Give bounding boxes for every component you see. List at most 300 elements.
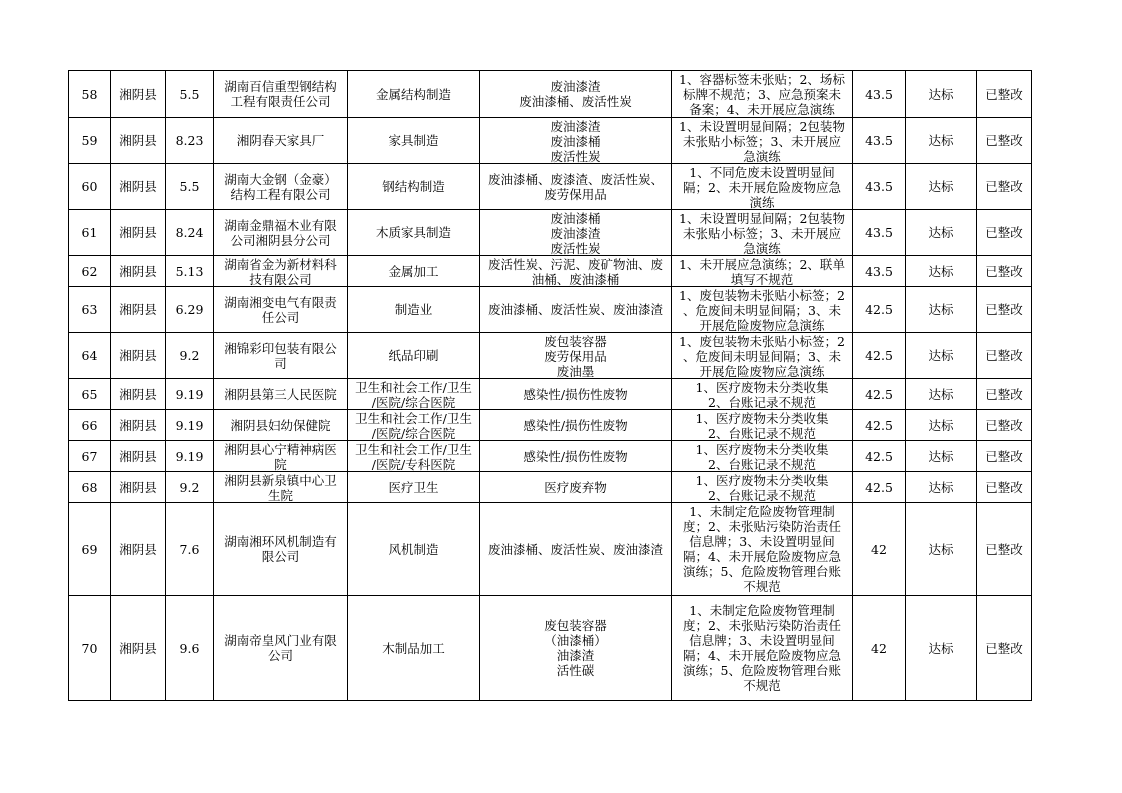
status-cell <box>977 441 1032 472</box>
cell-text: 湘阴县 <box>119 225 157 240</box>
table-row <box>69 210 1032 256</box>
cell-line: 填写不规范 <box>730 271 794 286</box>
waste-type-cell <box>480 210 672 256</box>
waste-type-cell <box>480 441 672 472</box>
cell-text: 已整改 <box>985 179 1023 194</box>
result-cell <box>906 379 977 410</box>
result-cell <box>906 441 977 472</box>
cell-text: 湘阴县 <box>119 263 157 279</box>
score-b-cell <box>853 503 906 596</box>
industry-cell <box>348 503 480 596</box>
cell-line: 金属结构制造 <box>375 86 451 102</box>
cell-text: 5.5 <box>179 86 200 102</box>
cell-text: 8.24 <box>175 225 204 240</box>
score-a-cell <box>166 118 214 164</box>
cell-text: 达标 <box>928 479 954 495</box>
waste-inspection-table <box>68 70 1032 701</box>
row-number <box>69 71 111 118</box>
cell-text: 43.5 <box>865 86 893 102</box>
score-a-cell <box>166 379 214 410</box>
county-cell <box>111 596 166 701</box>
cell-line: 感染性/损伤性废物 <box>523 417 628 433</box>
cell-line: 木制品加工 <box>382 640 445 656</box>
score-b-cell <box>853 71 906 118</box>
score-a-cell <box>166 503 214 596</box>
status-cell <box>977 503 1032 596</box>
cell-line: /医院/专科医院 <box>371 456 456 471</box>
company-cell <box>214 333 348 379</box>
cell-line: 湖南百信重型钢结构 <box>224 79 337 94</box>
issues-cell <box>672 210 853 256</box>
cell-line: 演练；5、危险废物管理台账 <box>683 564 841 579</box>
cell-line: 废劳保用品 <box>544 348 607 364</box>
waste-type-cell <box>480 333 672 379</box>
cell-text: 9.6 <box>179 640 200 656</box>
cell-text: 已整改 <box>985 417 1023 433</box>
cell-line: 1、废包装物未张贴小标签；2 <box>679 333 845 349</box>
status-cell <box>977 596 1032 701</box>
cell-text: 已整改 <box>985 302 1023 317</box>
cell-line: 演练；5、危险废物管理台账 <box>683 663 841 678</box>
table-row <box>69 410 1032 441</box>
cell-line: 司 <box>274 355 287 371</box>
cell-text: 湘阴县 <box>119 86 157 102</box>
cell-line: 1、医疗废物未分类收集 <box>695 441 829 457</box>
cell-text: 5.5 <box>179 179 200 194</box>
cell-line: 1、未制定危险废物管理制 <box>689 603 835 618</box>
status-cell <box>977 379 1032 410</box>
cell-line: /医院/综合医院 <box>371 425 456 440</box>
table-row <box>69 441 1032 472</box>
cell-line: 生院 <box>267 487 293 502</box>
cell-text: 湘阴县 <box>119 133 157 148</box>
status-cell <box>977 118 1032 164</box>
cell-line: 木质家具制造 <box>375 225 451 240</box>
cell-line: 信息牌；3、未设置明显间 <box>689 534 835 549</box>
cell-line: 湖南省金为新材料科 <box>224 256 337 272</box>
cell-line: 2、台账记录不规范 <box>708 487 816 502</box>
cell-text: 湘阴县 <box>119 302 157 317</box>
result-cell <box>906 503 977 596</box>
company-cell <box>214 410 348 441</box>
cell-text: 已整改 <box>985 448 1023 464</box>
industry-cell <box>348 287 480 333</box>
cell-line: 金属加工 <box>388 263 439 279</box>
cell-text: 湘阴县 <box>119 640 157 656</box>
cell-line: 废包装容器 <box>544 333 607 349</box>
score-b-cell <box>853 287 906 333</box>
cell-line: 急演练 <box>743 240 781 255</box>
cell-text: 9.2 <box>179 479 200 495</box>
waste-type-cell <box>480 256 672 287</box>
status-cell <box>977 287 1032 333</box>
cell-line: 废油漆桶、废活性炭、废油漆渣 <box>487 541 663 557</box>
cell-text: 42.5 <box>865 417 893 433</box>
row-number <box>69 210 111 256</box>
table-row <box>69 472 1032 503</box>
cell-text: 70 <box>81 640 98 656</box>
cell-text: 达标 <box>928 386 954 402</box>
cell-text: 已整改 <box>985 640 1023 656</box>
status-cell <box>977 410 1032 441</box>
waste-type-cell <box>480 472 672 503</box>
cell-text: 达标 <box>928 179 954 194</box>
cell-line: 公司 <box>267 648 293 663</box>
county-cell <box>111 503 166 596</box>
cell-line: 公司湘阴县分公司 <box>230 232 331 248</box>
cell-line: 1、容器标签未张贴；2、场标 <box>679 71 845 87</box>
cell-line: 风机制造 <box>388 541 439 557</box>
cell-text: 已整改 <box>985 541 1023 557</box>
score-a-cell <box>166 164 214 210</box>
cell-line: 废活性炭、污泥、废矿物油、废 <box>487 256 663 272</box>
company-cell <box>214 472 348 503</box>
issues-cell <box>672 287 853 333</box>
cell-line: 未张贴小标签；3、未开展应 <box>683 133 841 149</box>
cell-text: 67 <box>81 448 98 464</box>
result-cell <box>906 256 977 287</box>
cell-line: 隔；2、未开展危险废物应急 <box>683 179 841 195</box>
result-cell <box>906 333 977 379</box>
cell-text: 湘阴县 <box>119 541 157 557</box>
status-cell <box>977 472 1032 503</box>
cell-line: 活性碳 <box>556 663 595 678</box>
cell-text: 42 <box>871 541 887 557</box>
cell-line: 废劳保用品 <box>544 186 607 202</box>
cell-line: 1、医疗废物未分类收集 <box>695 472 829 488</box>
result-cell <box>906 71 977 118</box>
cell-line: 废油漆桶、废活性炭、废油漆渣 <box>487 302 663 317</box>
cell-text: 湘阴县 <box>119 386 157 402</box>
score-a-cell <box>166 256 214 287</box>
cell-line: 1、未设置明显间隔；2包装物 <box>679 210 845 226</box>
row-number <box>69 287 111 333</box>
company-cell <box>214 210 348 256</box>
row-number <box>69 118 111 164</box>
cell-line: 未张贴小标签；3、未开展应 <box>683 225 841 241</box>
waste-type-cell <box>480 287 672 333</box>
cell-line: 湖南湘变电气有限责 <box>224 294 337 310</box>
status-cell <box>977 210 1032 256</box>
status-cell <box>977 333 1032 379</box>
cell-text: 60 <box>81 179 98 194</box>
company-cell <box>214 71 348 118</box>
cell-text: 9.19 <box>175 417 204 433</box>
cell-line: 废油漆桶 <box>550 210 601 226</box>
table-row <box>69 287 1032 333</box>
cell-line: （油漆桶） <box>544 633 607 648</box>
cell-line: 钢结构制造 <box>382 179 445 194</box>
score-b-cell <box>853 596 906 701</box>
cell-line: 废油漆桶 <box>550 133 601 149</box>
cell-line: 废包装容器 <box>544 618 607 633</box>
table-row <box>69 596 1032 701</box>
company-cell <box>214 164 348 210</box>
issues-cell <box>672 333 853 379</box>
cell-line: /医院/综合医院 <box>371 394 456 409</box>
cell-text: 43.5 <box>865 179 893 194</box>
cell-line: 废油漆桶、废活性炭 <box>519 94 632 109</box>
score-b-cell <box>853 164 906 210</box>
score-b-cell <box>853 379 906 410</box>
cell-text: 9.19 <box>175 386 204 402</box>
score-a-cell <box>166 596 214 701</box>
cell-line: 信息牌；3、未设置明显间 <box>689 633 835 648</box>
waste-type-cell <box>480 596 672 701</box>
cell-text: 43.5 <box>865 263 893 279</box>
score-a-cell <box>166 472 214 503</box>
cell-line: 湖南大金钢（金豪） <box>224 171 337 187</box>
cell-line: 开展危险废物应急演练 <box>699 317 825 332</box>
status-cell <box>977 256 1032 287</box>
cell-line: 油漆渣 <box>556 648 595 663</box>
county-cell <box>111 210 166 256</box>
result-cell <box>906 596 977 701</box>
cell-text: 5.13 <box>175 263 204 279</box>
issues-cell <box>672 503 853 596</box>
result-cell <box>906 287 977 333</box>
cell-line: 技有限公司 <box>249 271 312 286</box>
cell-text: 42 <box>871 640 887 656</box>
cell-line: 2、台账记录不规范 <box>708 425 816 440</box>
cell-text: 42.5 <box>865 479 893 495</box>
county-cell <box>111 410 166 441</box>
cell-text: 达标 <box>928 541 954 557</box>
cell-line: 医疗废弃物 <box>544 479 607 495</box>
cell-line: 废油漆桶、废漆渣、废活性炭、 <box>487 171 663 187</box>
county-cell <box>111 71 166 118</box>
score-b-cell <box>853 410 906 441</box>
cell-line: 不规范 <box>743 678 781 693</box>
score-b-cell <box>853 118 906 164</box>
result-cell <box>906 410 977 441</box>
cell-line: 备案；4、未开展应急演练 <box>689 101 835 117</box>
issues-cell <box>672 164 853 210</box>
cell-line: 医疗卫生 <box>388 479 439 495</box>
cell-line: 度；2、未张贴污染防治责任 <box>683 618 841 633</box>
cell-line: 废油漆渣 <box>550 118 601 134</box>
cell-text: 9.19 <box>175 448 204 464</box>
company-cell <box>214 596 348 701</box>
cell-text: 63 <box>81 302 98 317</box>
county-cell <box>111 472 166 503</box>
industry-cell <box>348 410 480 441</box>
industry-cell <box>348 118 480 164</box>
cell-text: 已整改 <box>985 348 1023 363</box>
cell-line: 废活性炭 <box>550 148 601 163</box>
cell-line: 湖南湘环风机制造有 <box>224 534 337 549</box>
cell-line: 湘阴县心宁精神病医 <box>224 441 337 457</box>
cell-text: 43.5 <box>865 225 893 240</box>
county-cell <box>111 379 166 410</box>
cell-text: 42.5 <box>865 386 893 402</box>
county-cell <box>111 441 166 472</box>
result-cell <box>906 472 977 503</box>
cell-line: 结构工程有限公司 <box>230 186 331 202</box>
cell-line: 感染性/损伤性废物 <box>523 448 628 464</box>
industry-cell <box>348 441 480 472</box>
waste-type-cell <box>480 379 672 410</box>
cell-text: 达标 <box>928 640 954 656</box>
score-b-cell <box>853 210 906 256</box>
cell-text: 已整改 <box>985 479 1023 495</box>
issues-cell <box>672 256 853 287</box>
company-cell <box>214 503 348 596</box>
cell-line: 限公司 <box>261 549 300 564</box>
status-cell <box>977 71 1032 118</box>
cell-line: 1、未制定危险废物管理制 <box>689 504 835 519</box>
cell-line: 油桶、废油漆桶 <box>531 271 620 286</box>
score-a-cell <box>166 333 214 379</box>
cell-text: 湘阴县 <box>119 417 157 433</box>
score-b-cell <box>853 333 906 379</box>
cell-text: 68 <box>81 479 98 495</box>
table-row <box>69 118 1032 164</box>
table-row <box>69 333 1032 379</box>
cell-line: 急演练 <box>743 148 781 163</box>
cell-text: 湘阴县 <box>119 179 157 194</box>
row-number <box>69 164 111 210</box>
score-b-cell <box>853 256 906 287</box>
industry-cell <box>348 472 480 503</box>
cell-text: 61 <box>81 225 98 240</box>
cell-text: 湘阴县 <box>119 348 157 363</box>
cell-line: 隔；4、未开展危险废物应急 <box>683 648 841 663</box>
issues-cell <box>672 118 853 164</box>
cell-line: 废油漆渣 <box>550 79 601 94</box>
result-cell <box>906 210 977 256</box>
cell-line: 2、台账记录不规范 <box>708 394 816 409</box>
score-a-cell <box>166 441 214 472</box>
cell-line: 标牌不规范；3、应急预案未 <box>683 86 841 102</box>
cell-line: 废活性炭 <box>550 240 601 255</box>
cell-text: 42.5 <box>865 302 893 317</box>
cell-line: 1、医疗废物未分类收集 <box>695 379 829 395</box>
cell-text: 66 <box>81 417 98 433</box>
county-cell <box>111 333 166 379</box>
industry-cell <box>348 596 480 701</box>
company-cell <box>214 379 348 410</box>
issues-cell <box>672 71 853 118</box>
cell-line: 不规范 <box>743 579 781 594</box>
score-a-cell <box>166 287 214 333</box>
cell-text: 7.6 <box>179 541 200 557</box>
cell-text: 已整改 <box>985 133 1023 148</box>
cell-text: 已整改 <box>985 86 1023 102</box>
table-row <box>69 71 1032 118</box>
cell-line: 、危废间未明显间隔；3、未 <box>683 302 841 318</box>
cell-line: 湘阴县新泉镇中心卫 <box>224 472 337 488</box>
county-cell <box>111 118 166 164</box>
cell-line: 工程有限责任公司 <box>230 94 331 109</box>
issues-cell <box>672 472 853 503</box>
cell-text: 9.2 <box>179 348 200 363</box>
waste-type-cell <box>480 164 672 210</box>
score-b-cell <box>853 441 906 472</box>
cell-text: 已整改 <box>985 225 1023 240</box>
score-a-cell <box>166 410 214 441</box>
cell-text: 达标 <box>928 348 954 363</box>
row-number <box>69 256 111 287</box>
score-a-cell <box>166 210 214 256</box>
cell-line: 感染性/损伤性废物 <box>523 386 628 402</box>
cell-text: 65 <box>81 386 98 402</box>
cell-text: 达标 <box>928 263 954 279</box>
score-a-cell <box>166 71 214 118</box>
cell-line: 任公司 <box>261 309 300 325</box>
result-cell <box>906 118 977 164</box>
waste-type-cell <box>480 503 672 596</box>
table-row <box>69 503 1032 596</box>
industry-cell <box>348 333 480 379</box>
cell-text: 达标 <box>928 133 954 148</box>
cell-text: 43.5 <box>865 133 893 148</box>
cell-line: 湖南金鼎福木业有限 <box>224 217 337 233</box>
score-b-cell <box>853 472 906 503</box>
industry-cell <box>348 256 480 287</box>
company-cell <box>214 287 348 333</box>
cell-text: 达标 <box>928 302 954 317</box>
cell-line: 湘锦彩印包装有限公 <box>224 340 337 356</box>
cell-line: 湘阴春天家具厂 <box>236 133 325 148</box>
cell-text: 湘阴县 <box>119 479 157 495</box>
county-cell <box>111 164 166 210</box>
cell-text: 42.5 <box>865 448 893 464</box>
company-cell <box>214 118 348 164</box>
cell-text: 已整改 <box>985 386 1023 402</box>
result-cell <box>906 164 977 210</box>
waste-type-cell <box>480 410 672 441</box>
issues-cell <box>672 410 853 441</box>
cell-text: 达标 <box>928 448 954 464</box>
cell-line: 家具制造 <box>388 133 439 148</box>
cell-line: 院 <box>274 456 287 471</box>
industry-cell <box>348 210 480 256</box>
cell-line: 1、医疗废物未分类收集 <box>695 410 829 426</box>
cell-text: 69 <box>81 541 98 557</box>
industry-cell <box>348 379 480 410</box>
cell-text: 达标 <box>928 417 954 433</box>
cell-text: 62 <box>81 263 98 279</box>
cell-line: 、危废间未明显间隔；3、未 <box>683 348 841 364</box>
county-cell <box>111 256 166 287</box>
cell-text: 已整改 <box>985 263 1023 279</box>
cell-line: 制造业 <box>394 302 433 317</box>
cell-text: 湘阴县 <box>119 448 157 464</box>
county-cell <box>111 287 166 333</box>
cell-line: 2、台账记录不规范 <box>708 456 816 471</box>
table-row <box>69 164 1032 210</box>
cell-text: 6.29 <box>175 302 204 317</box>
table-row <box>69 379 1032 410</box>
cell-text: 42.5 <box>865 348 893 363</box>
cell-text: 达标 <box>928 86 954 102</box>
cell-text: 达标 <box>928 225 954 240</box>
table-row <box>69 256 1032 287</box>
cell-text: 64 <box>81 348 98 363</box>
row-number <box>69 441 111 472</box>
cell-line: 废油墨 <box>556 363 595 378</box>
cell-line: 1、不同危废未设置明显间 <box>689 164 835 180</box>
row-number <box>69 410 111 441</box>
cell-line: 隔；4、未开展危险废物应急 <box>683 549 841 564</box>
cell-text: 59 <box>81 133 98 148</box>
row-number <box>69 472 111 503</box>
status-cell <box>977 164 1032 210</box>
cell-line: 演练 <box>749 194 775 209</box>
cell-line: 度；2、未张贴污染防治责任 <box>683 519 841 534</box>
cell-line: 卫生和社会工作/卫生 <box>355 379 472 395</box>
